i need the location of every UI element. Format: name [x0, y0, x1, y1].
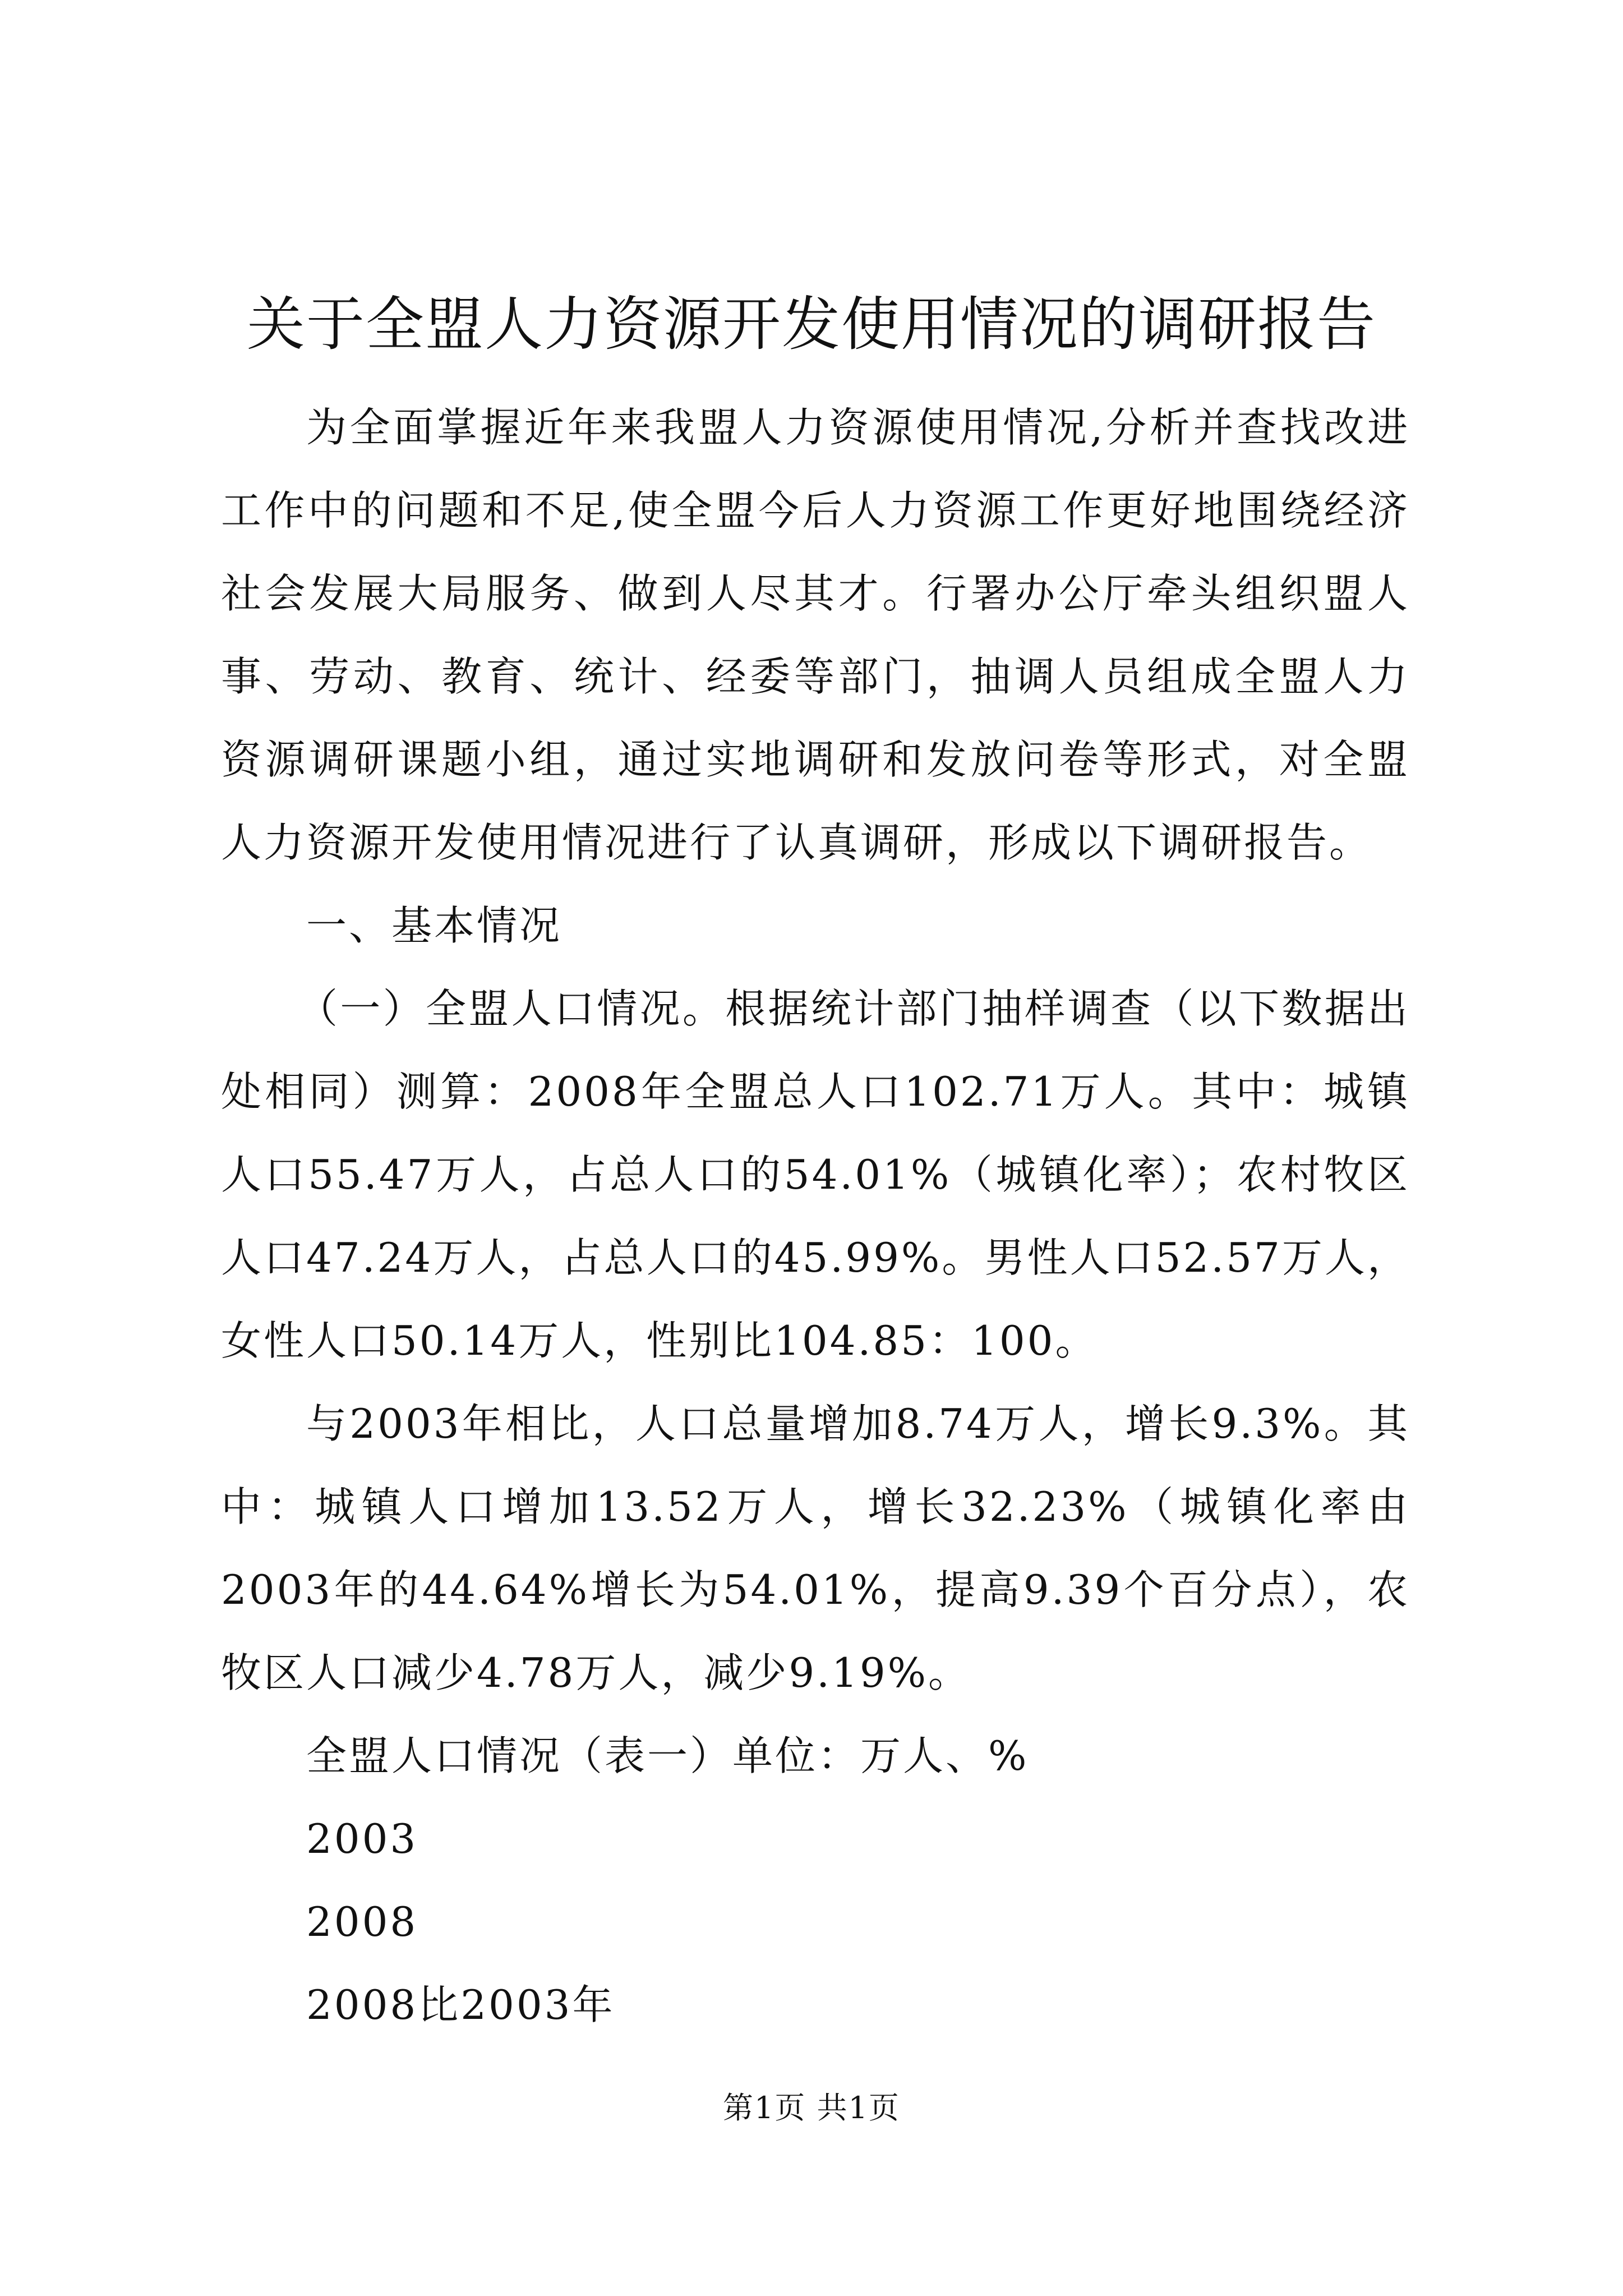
document-body: [221, 386, 1410, 2046]
table-row: 2003: [306, 1815, 418, 1862]
population-paragraph: （一）全盟人口情况。根据统计部门抽样调查（以下数据出处相同）测算：2008年全盟总人口102.71万人。其中：城镇人口55.47万人，占总人口的54.01%（城镇化率）；农村牧区人口47.24万人，占总人口的45.99%。男性人口52.57万人，女性人口50.14万人，性别比104.85：100。: [221, 985, 1410, 1364]
document-title: 关于全盟人力资源开发使用情况的调研报告: [246, 290, 1376, 358]
table-row: 2008: [306, 1898, 418, 1945]
intro-paragraph: 为全面掌握近年来我盟人力资源使用情况,分析并查找改进工作中的问题和不足,使全盟今后人力资源工作更好地围绕经济社会发展大局服务、做到人尽其才。行署办公厅牵头组织盟人事、劳动、教育、统计、经委等部门，抽调人员组成全盟人力资源调研课题小组，通过实地调研和发放问卷等形式，对全盟人力资源开发使用情况进行了认真调研，形成以下调研报告。: [221, 404, 1410, 866]
table-row: 2008比2003年: [306, 1981, 615, 2028]
page-footer: 第1页 共1页: [723, 2090, 900, 2125]
section-heading-basic: 一、基本情况: [306, 902, 562, 949]
comparison-paragraph: 与2003年相比，人口总量增加8.74万人，增长9.3%。其中：城镇人口增加13.52万人，增长32.23%（城镇化率由2003年的44.64%增长为54.01%，提高9.39个百分点），农牧区人口减少4.78万人，减少9.19%。: [221, 1400, 1410, 1696]
table-caption: 全盟人口情况（表一）单位：万人、%: [306, 1732, 1029, 1779]
